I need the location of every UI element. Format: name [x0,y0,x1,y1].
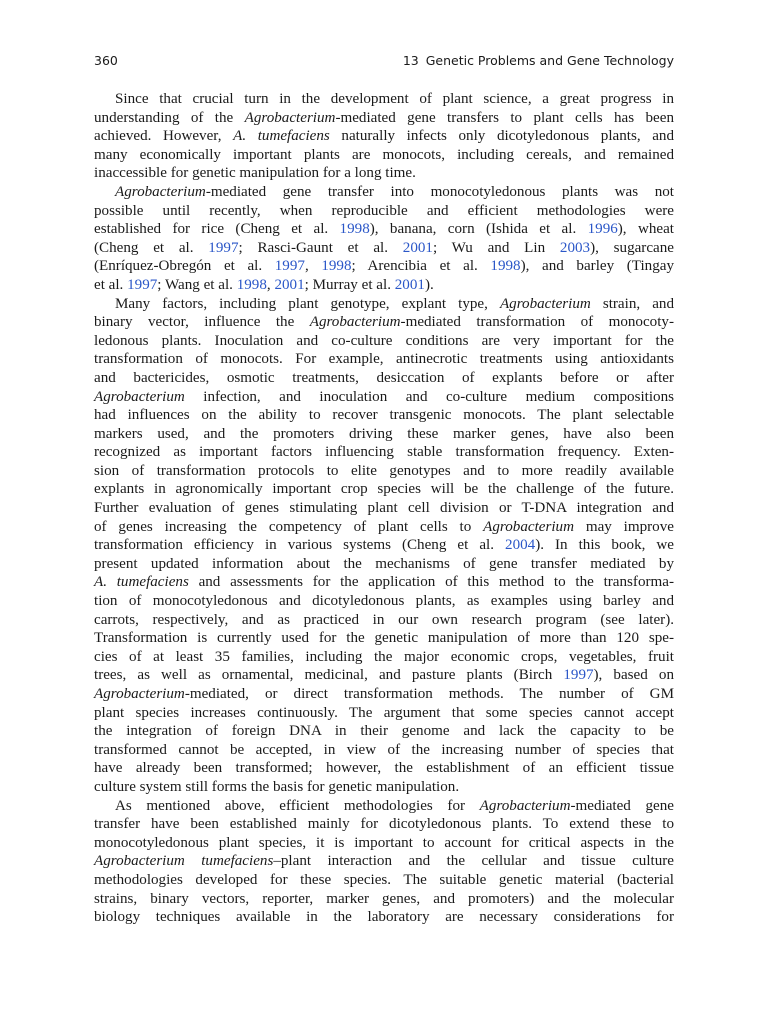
text-line: trees, as well as ornamental, medicinal, and pasture plants (Birch 1997), based on [94,667,674,684]
text-line: biology techniques available in the laboratory are necessary considerations for [94,909,674,926]
text-line: Many factors, including plant genotype, explant type, Agrobacterium strain, and [115,295,674,312]
text-line: had influences on the ability to recover transgenic monocots. The plant selectable [94,407,674,424]
citation-link[interactable]: 1997 [208,239,239,256]
citation-link[interactable]: 2001 [274,276,305,293]
text-line: culture system still forms the basis for genetic manipulation. [94,778,460,795]
text-line: strains, binary vectors, reporter, marker genes, and promoters) and the molecular [94,890,674,907]
citation-link[interactable]: 2001 [402,239,433,256]
chapter-title: Genetic Problems and Gene Technology [425,53,674,68]
text-line: (Cheng et al. 1997; Rasci-Gaunt et al. 2001; Wu and Lin 2003), sugarcane [94,239,674,256]
text-line: Agrobacterium infection, and inoculation and co-culture medium compositions [94,388,674,405]
text-line: the integration of foreign DNA in their genome and lack the capacity to be [94,723,674,740]
text-line: many economically important plants are monocots, including cereals, and remained [94,146,674,163]
text-line: Agrobacterium-mediated, or direct transformation methods. The number of GM [94,686,674,702]
citation-link[interactable]: 1996 [587,221,618,238]
text-line: Since that crucial turn in the development of plant science, a great progress in [115,91,674,107]
citation-link[interactable]: 1997 [563,667,594,684]
text-line: established for rice (Cheng et al. 1998), banana, corn (Ishida et al. 1996), wheat [94,221,674,238]
citation-link[interactable]: 2004 [505,537,536,554]
text-line: As mentioned above, efficient methodologies for Agrobacterium-mediated gene [115,797,674,814]
text-line: plant species increases continuously. The argument that some species cannot accept [94,704,674,721]
text-line: methodologies developed for these species. The suitable genetic material (bacterial [94,871,674,888]
text-line: markers used, and the promoters driving these marker genes, have also been [94,425,674,442]
text-line: Further evaluation of genes stimulating plant cell division or T-DNA integration and [94,500,674,517]
text-line: transformation of monocots. For example, antinecrotic treatments using antioxidants [94,351,674,368]
text-line: Agrobacterium-mediated gene transfer into monocotyledonous plants was not [115,183,674,200]
citation-link[interactable]: 1998 [236,276,267,293]
text-line: and bactericides, osmotic treatments, desiccation of explants before or after [94,369,674,386]
body-text [94,90,674,927]
citation-link[interactable]: 1998 [490,258,521,275]
text-line: carrots, respectively, and as practiced in our own research program (see later). [94,611,674,628]
text-line: understanding of the Agrobacterium-mediated gene transfers to plant cells has been [94,109,674,126]
running-header [94,51,674,73]
text-line: inaccessible for genetic manipulation for a long time. [94,165,416,182]
text-line: cies of at least 35 families, including the major economic crops, vegetables, fruit [94,648,674,665]
text-line: transformed cannot be accepted, in view of the increasing number of species that [94,741,674,758]
text-line: binary vector, influence the Agrobacterium-mediated transformation of monocoty- [94,314,674,331]
text-line: ledonous plants. Inoculation and co-culture conditions are very important for the [94,332,674,349]
text-line: transformation efficiency in various systems (Cheng et al. 2004). In this book, we [94,537,675,554]
chapter-number: 13 [402,53,419,68]
text-line: A. tumefaciens and assessments for the application of this method to the transforma- [94,574,674,591]
citation-link[interactable]: 1998 [339,221,370,238]
text-line: possible until recently, when reproducible and efficient methodologies were [94,202,674,219]
citation-link[interactable]: 1997 [274,258,305,275]
text-line: transfer have been established mainly for dicotyledonous plants. To extend these to [94,816,674,833]
page-number: 360 [94,53,118,68]
text-line: (Enríquez-Obregón et al. 1997, 1998; Arencibia et al. 1998), and barley (Tingay [94,258,674,275]
text-line: tion of monocotyledonous and dicotyledonous plants, as examples using barley and [94,593,674,610]
text-line: sion of transformation protocols to elite genotypes and to more readily available [94,462,674,479]
text-line: of genes increasing the competency of plant cells to Agrobacterium may improve [94,518,674,535]
text-line: explants in agronomically important crop species will be the challenge of the future. [94,481,674,498]
citation-link[interactable]: 2003 [559,239,591,256]
text-line: present updated information about the mechanisms of gene transfer mediated by [94,555,674,572]
text-line: et al. 1997; Wang et al. 1998, 2001; Murray et al. 2001). [94,276,434,293]
text-line: recognized as important factors influencing stable transformation frequency. Exten- [94,444,674,461]
running-head [403,53,674,68]
citation-link[interactable]: 1997 [127,276,158,293]
citation-link[interactable]: 1998 [321,258,352,275]
text-line: have already been transformed; however, the establishment of an efficient tissue [94,760,674,777]
text-line: monocotyledonous plant species, it is important to account for critical aspects in the [94,834,674,851]
text-line: Transformation is currently used for the genetic manipulation of more than 120 spe- [94,630,674,647]
citation-link[interactable]: 2001 [394,276,425,293]
text-line: achieved. However, A. tumefaciens naturally infects only dicotyledonous plants, and [94,128,674,145]
text-line: Agrobacterium tumefaciens–plant interaction and the cellular and tissue culture [94,853,674,870]
